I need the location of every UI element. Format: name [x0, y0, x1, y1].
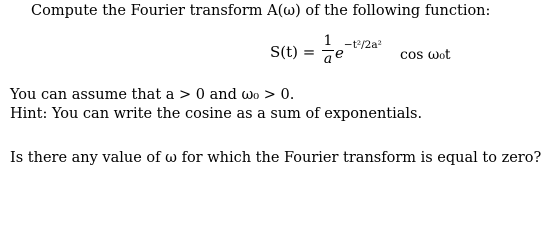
formula-lhs: S(t) = [270, 43, 316, 61]
assumption-text: You can assume that a > 0 and ω₀ > 0. [10, 87, 295, 103]
formula-numerator: 1 [323, 33, 333, 49]
problem-prompt: Compute the Fourier transform A(ω) of the following function: [31, 3, 491, 19]
hint-text: Hint: You can write the cosine as a sum of exponentials. [10, 106, 423, 122]
formula-exponential [335, 39, 382, 62]
formula-trig: cos ω₀t [400, 47, 451, 63]
question-text: Is there any value of ω for which the Fourier transform is equal to zero? [10, 150, 542, 166]
formula-denominator: a [323, 51, 333, 67]
exp-power: −t²/2a² [343, 39, 382, 51]
exp-base: e [335, 44, 344, 62]
formula-fraction [322, 34, 334, 66]
